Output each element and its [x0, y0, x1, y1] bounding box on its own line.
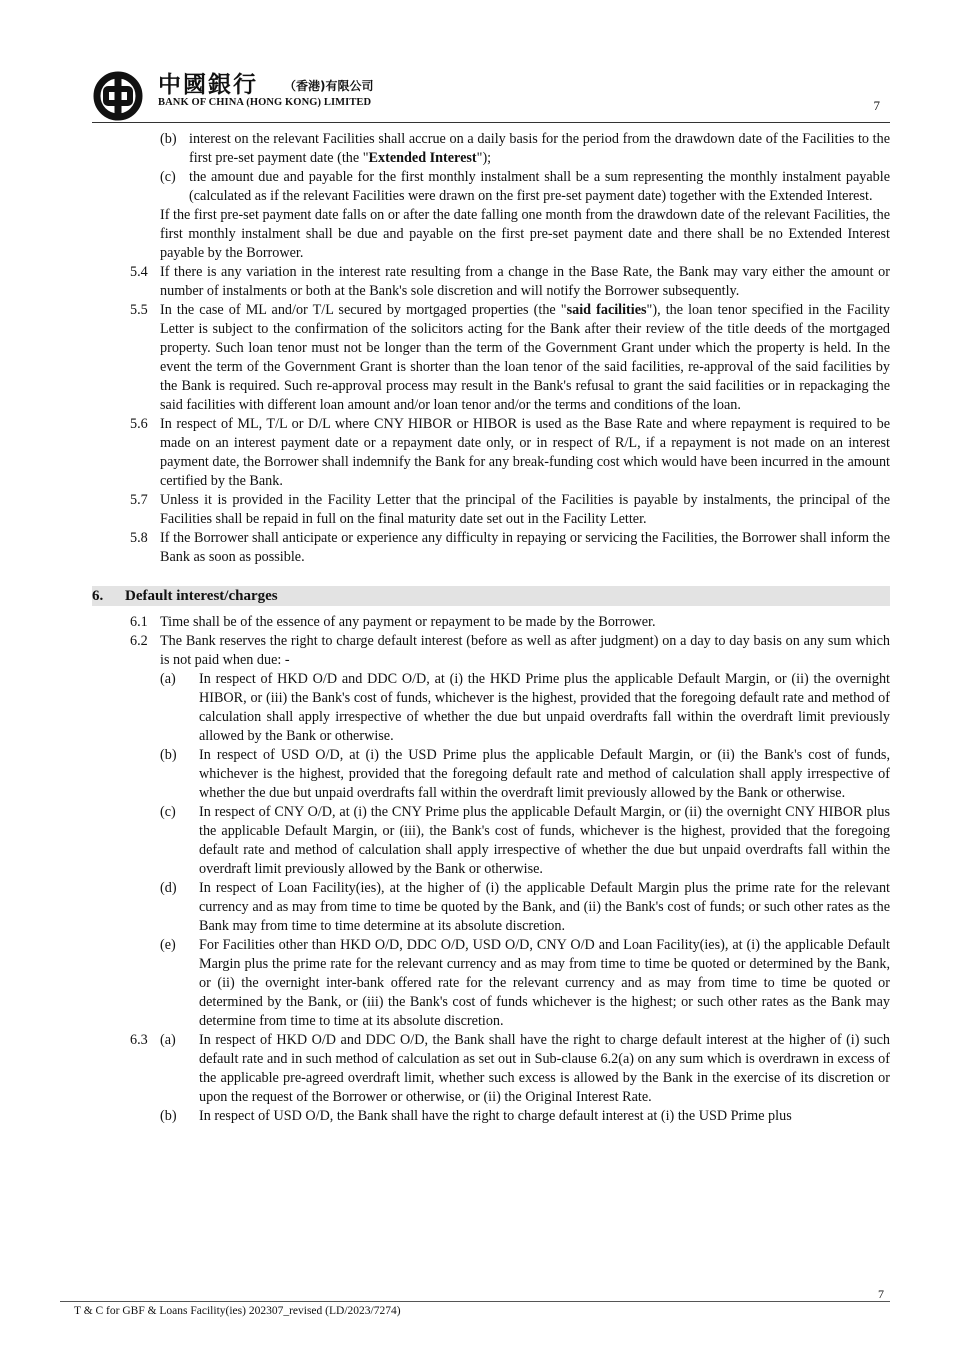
- bank-logo-icon: [92, 70, 144, 122]
- item-label: (b): [160, 131, 177, 147]
- logo-chinese-suffix: （香港)有限公司: [284, 79, 374, 93]
- item-text: In respect of HKD O/D and DDC O/D, the Bank shall have the right to charge default interest at the higher of (i) such default rate and in such method of calculation as set out in Sub-clause 6.2(a) on any sum which is overdrawn in excess of the applicable pre-agreed overdraft limit, whether such excess is allowed by the Bank in the exercise of its discretion or upon the request of the Borrower or otherwise, or (ii) the Original Interest Rate.: [199, 1032, 890, 1105]
- clause-6-2-a: [92, 670, 890, 746]
- footer-page-number: 7: [878, 1287, 884, 1301]
- item-label: (c): [160, 804, 176, 820]
- logo-english-name: BANK OF CHINA (HONG KONG) LIMITED: [158, 97, 372, 108]
- item-label: (c): [160, 169, 176, 185]
- clause-6-2: [92, 632, 890, 670]
- clause-text: In the case of ML and/or T/L secured by mortgaged properties (the "said facilities"), the loan tenor specified in the Facility Letter is subject to the confirmation of the solicitors acting for the Bank after their review of the title deeds of the mortgaged property. Such loan tenor must not be longer than the term of the Government Grant under which the property is held. In the event the term of the Government Grant is shorter than the loan tenor of the said facilities, re-approval of the said facilities by the Bank is required. Such re-approval process may result in the Bank's refusal to grant the said facilities or in repackaging the said facilities with different loan amount and/or loan tenor and/or the terms and conditions of the loan.: [160, 302, 890, 413]
- clause-number: 6.1: [130, 614, 148, 630]
- clause-6-2-d: [92, 879, 890, 936]
- section-title: Default interest/charges: [125, 588, 278, 604]
- clause-text: Time shall be of the essence of any payment or repayment to be made by the Borrower.: [160, 614, 656, 630]
- section-6-heading: [92, 586, 890, 606]
- clause-5-5: [92, 301, 890, 415]
- clause-6-3-b: [92, 1107, 890, 1126]
- clause-6-2-e: [92, 936, 890, 1031]
- footer-divider: [60, 1301, 890, 1302]
- clause-text: In respect of ML, T/L or D/L where CNY HIBOR or HIBOR is used as the Base Rate and where repayment is required to be made on an interest payment date or a repayment date only, or in respect of R/L, if a repayment is not made on an interest payment date, the Borrower shall indemnify the Bank for any break-funding cost which would have been incurred in the amount certified by the Bank.: [160, 416, 890, 489]
- clause-6-2-c: [92, 803, 890, 879]
- clause-5-3-c: [92, 168, 890, 206]
- clause-6-2-b: [92, 746, 890, 803]
- item-text: In respect of USD O/D, at (i) the USD Prime plus the applicable Default Margin, or (ii) the Bank's cost of funds, whichever is the highest, provided that the foregoing default rate and method of calculation shall apply irrespective of whether the due but unpaid overdrafts fall within the overdraft limit previously allowed by the Bank or otherwise.: [199, 747, 890, 801]
- clause-number: 5.7: [130, 492, 148, 508]
- clause-6-1: [92, 613, 890, 632]
- clause-5-6: [92, 415, 890, 491]
- logo-chinese-name: 中國銀行: [158, 71, 258, 98]
- item-text: In respect of HKD O/D and DDC O/D, at (i) the HKD Prime plus the applicable Default Margin, or (ii) the overnight HIBOR, or (iii) the Bank's cost of funds, whichever is the highest, provided that the foregoing default rate and method of calculation shall apply irrespective of whether the due but unpaid overdrafts fall within the overdraft limit previously allowed by the Bank or otherwise.: [199, 671, 890, 744]
- item-text: In respect of USD O/D, the Bank shall have the right to charge default interest at (i) the USD Prime plus: [199, 1108, 792, 1124]
- clause-number: 5.8: [130, 530, 148, 546]
- item-label: (d): [160, 880, 177, 896]
- document-body: [92, 130, 890, 1126]
- defined-term: said facilities: [566, 302, 647, 318]
- item-text: In respect of CNY O/D, at (i) the CNY Prime plus the applicable Default Margin, or (ii) the overnight CNY HIBOR plus the applicable Default Margin, or (iii), the Bank's cost of funds, whichever is the highest, provided that the foregoing default rate and method of calculation shall apply irrespective of whether the due but unpaid overdrafts fall within the overdraft limit previously allowed by the Bank or otherwise.: [199, 804, 890, 877]
- clause-text: If the Borrower shall anticipate or experience any difficulty in repaying or servicing the Facilities, the Borrower shall inform the Bank as soon as possible.: [160, 530, 890, 565]
- item-label: (a): [160, 1032, 176, 1048]
- defined-term: Extended Interest: [368, 150, 477, 166]
- clause-text: The Bank reserves the right to charge default interest (before as well as after judgment) on a day to day basis on any sum which is not paid when due: -: [160, 633, 890, 668]
- item-label: (b): [160, 1108, 177, 1124]
- clause-text: If there is any variation in the interest rate resulting from a change in the Base Rate, the Bank may vary either the amount or number of instalments or both at the Bank's sole discretion and will notify the Borrower subsequently.: [160, 264, 890, 299]
- header-divider: [92, 122, 890, 123]
- item-text: For Facilities other than HKD O/D, DDC O/D, USD O/D, CNY O/D and Loan Facility(ies), at (i) the applicable Default Margin plus the prime rate for the relevant currency and as may from time to time be quoted or determined by the Bank, or (ii) the overnight inter-bank offered rate for the relevant currency and as may from time to time be quoted or determined by the Bank, or (iii) the Bank's cost of funds whichever is the highest; or such other rates as the Bank may determine from time to time at its absolute discretion.: [199, 937, 890, 1029]
- item-text: In respect of Loan Facility(ies), at the higher of (i) the applicable Default Margin plus the prime rate for the relevant currency and as may from time to time be quoted by the Bank, and (ii) the Bank's cost of funds; or such other rates as the Bank may from time to time determine at its absolute discretion.: [199, 880, 890, 934]
- clause-number: 5.6: [130, 416, 148, 432]
- page-header: [92, 66, 890, 124]
- clause-5-4: [92, 263, 890, 301]
- clause-text: Unless it is provided in the Facility Letter that the principal of the Facilities is payable by instalments, the principal of the Facilities shall be repaid in full on the final maturity date set out in the Facility Letter.: [160, 492, 890, 527]
- footer-document-reference: T & C for GBF & Loans Facility(ies) 202307_revised (LD/2023/7274): [74, 1305, 401, 1317]
- item-label: (b): [160, 747, 177, 763]
- clause-5-3-continuation: If the first pre-set payment date falls on or after the date falling one month from the drawdown date of the relevant Facilities, the first monthly instalment shall be due and payable on the first pre-set payment date and there shall be no Extended Interest payable by the Borrower.: [160, 207, 890, 261]
- clause-5-3-b: [92, 130, 890, 168]
- item-label: (a): [160, 671, 176, 687]
- item-text: interest on the relevant Facilities shall accrue on a daily basis for the period from the drawdown date of the Facilities to the first pre-set payment date (the "Extended Interest");: [189, 131, 890, 166]
- clause-number: 6.3: [130, 1032, 148, 1048]
- clause-6-3-a: [92, 1031, 890, 1107]
- clause-5-7: [92, 491, 890, 529]
- clause-number: 5.4: [130, 264, 148, 280]
- section-number: 6.: [92, 588, 104, 604]
- item-label: (e): [160, 937, 176, 953]
- clause-5-8: [92, 529, 890, 567]
- header-page-number: 7: [873, 98, 880, 113]
- clause-number: 6.2: [130, 633, 148, 649]
- clause-number: 5.5: [130, 302, 148, 318]
- item-text: the amount due and payable for the first monthly instalment shall be a sum representing the monthly instalment payable (calculated as if the relevant Facilities were drawn on the first pre-set payment date) together with the Extended Interest.: [189, 169, 890, 204]
